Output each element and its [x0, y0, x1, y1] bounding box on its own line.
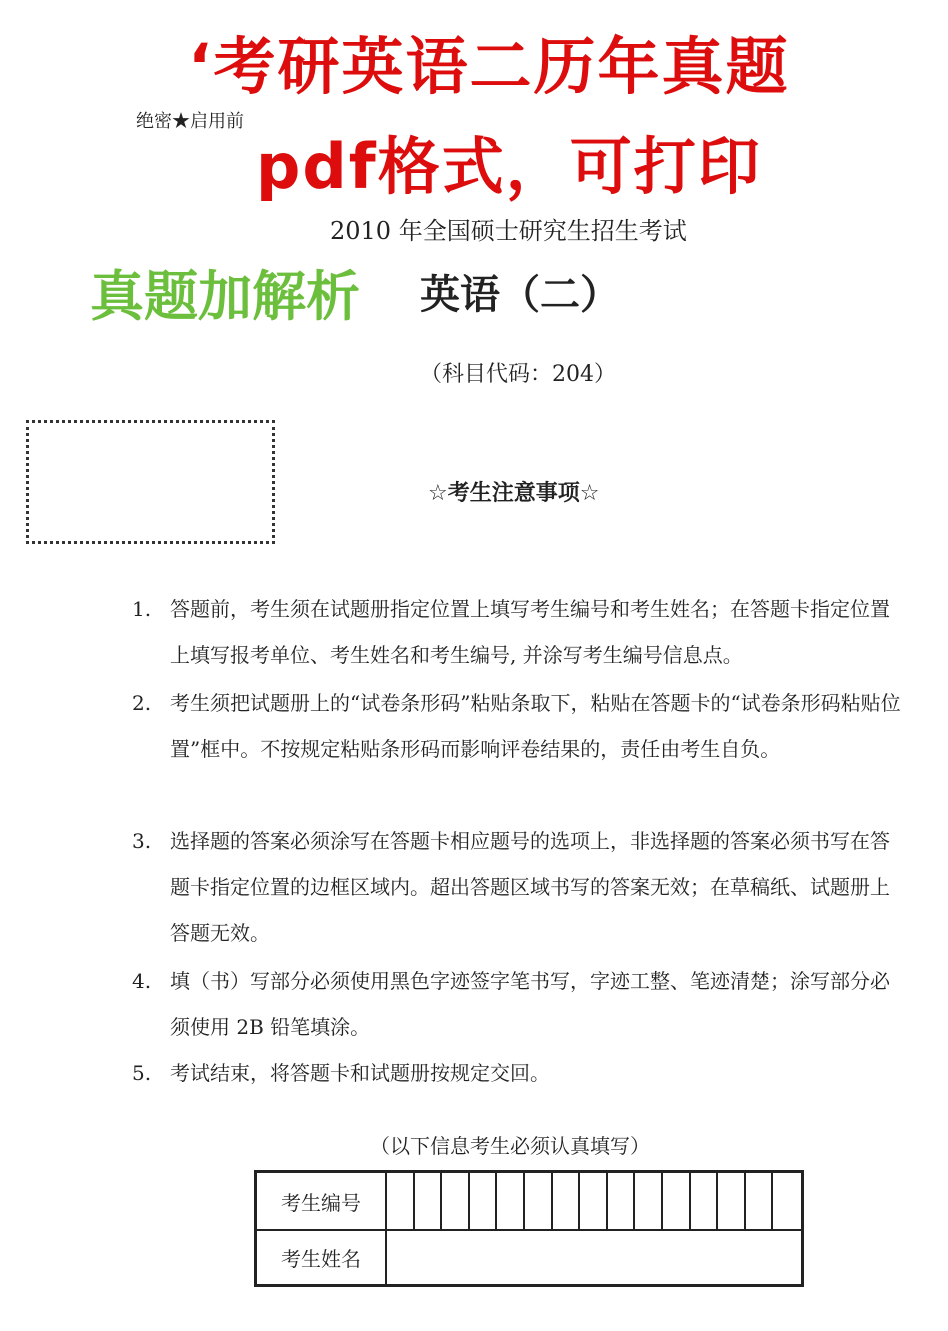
- rule-number: 3.: [132, 829, 152, 853]
- number-cell[interactable]: [525, 1173, 553, 1229]
- rule-number: 5.: [132, 1061, 152, 1085]
- number-cell[interactable]: [387, 1173, 415, 1229]
- notice-heading: ☆考生注意事项☆: [428, 481, 600, 506]
- candidate-info-table: [254, 1170, 804, 1287]
- subject-code: （科目代码：204）: [420, 362, 616, 387]
- barcode-box: [26, 420, 275, 544]
- candidate-name-label: 考生姓名: [257, 1231, 387, 1284]
- number-cell[interactable]: [497, 1173, 525, 1229]
- candidate-number-cells[interactable]: [387, 1173, 801, 1229]
- number-cell[interactable]: [415, 1173, 443, 1229]
- rule-number: 1.: [132, 597, 152, 621]
- number-cell[interactable]: [608, 1173, 636, 1229]
- secret-mark: 绝密★启用前: [136, 111, 244, 132]
- candidate-name-row: [257, 1231, 801, 1284]
- number-cell[interactable]: [663, 1173, 691, 1229]
- rule-item: [132, 680, 908, 772]
- fill-note: （以下信息考生必须认真填写）: [370, 1134, 650, 1158]
- rule-text: 答题前，考生须在试题册指定位置上填写考生编号和考生姓名；在答题卡指定位置上填写报考单位、考生姓名和考生编号, 并涂写考生编号信息点。: [170, 597, 890, 667]
- number-cell[interactable]: [718, 1173, 746, 1229]
- overlay-green-label: 真题加解析: [90, 265, 360, 328]
- rule-number: 4.: [132, 969, 152, 993]
- number-cell[interactable]: [773, 1173, 801, 1229]
- rule-text: 填（书）写部分必须使用黑色字迹签字笔书写，字迹工整、笔迹清楚；涂写部分必须使用 2B 铅笔填涂。: [170, 969, 890, 1039]
- number-cell[interactable]: [635, 1173, 663, 1229]
- rule-text: 选择题的答案必须涂写在答题卡相应题号的选项上，非选择题的答案必须书写在答题卡指定位置的边框区域内。超出答题区域书写的答案无效；在草稿纸、试题册上答题无效。: [170, 829, 890, 945]
- rule-text: 考生须把试题册上的“试卷条形码”粘贴条取下，粘贴在答题卡的“试卷条形码粘贴位置”框中。不按规定粘贴条形码而影响评卷结果的，责任由考生自负。: [170, 691, 901, 761]
- candidate-number-row: [257, 1173, 801, 1231]
- number-cell[interactable]: [553, 1173, 581, 1229]
- number-cell[interactable]: [580, 1173, 608, 1229]
- candidate-number-label: 考生编号: [257, 1173, 387, 1229]
- rule-number: 2.: [132, 691, 152, 715]
- rule-item: [132, 818, 908, 956]
- number-cell[interactable]: [442, 1173, 470, 1229]
- rule-item: [132, 586, 908, 678]
- rule-item: [132, 958, 908, 1050]
- overlay-title-line1: ‘考研英语二历年真题: [188, 30, 790, 103]
- rule-text: 考试结束，将答题卡和试题册按规定交回。: [170, 1061, 550, 1085]
- exam-title: 2010 年全国硕士研究生招生考试: [330, 217, 687, 245]
- number-cell[interactable]: [746, 1173, 774, 1229]
- overlay-title-line2: pdf格式，可打印: [256, 130, 762, 203]
- number-cell[interactable]: [470, 1173, 498, 1229]
- rule-item: [132, 1050, 908, 1096]
- candidate-name-field[interactable]: [387, 1231, 801, 1284]
- subject-title: 英语（二）: [420, 272, 620, 318]
- number-cell[interactable]: [691, 1173, 719, 1229]
